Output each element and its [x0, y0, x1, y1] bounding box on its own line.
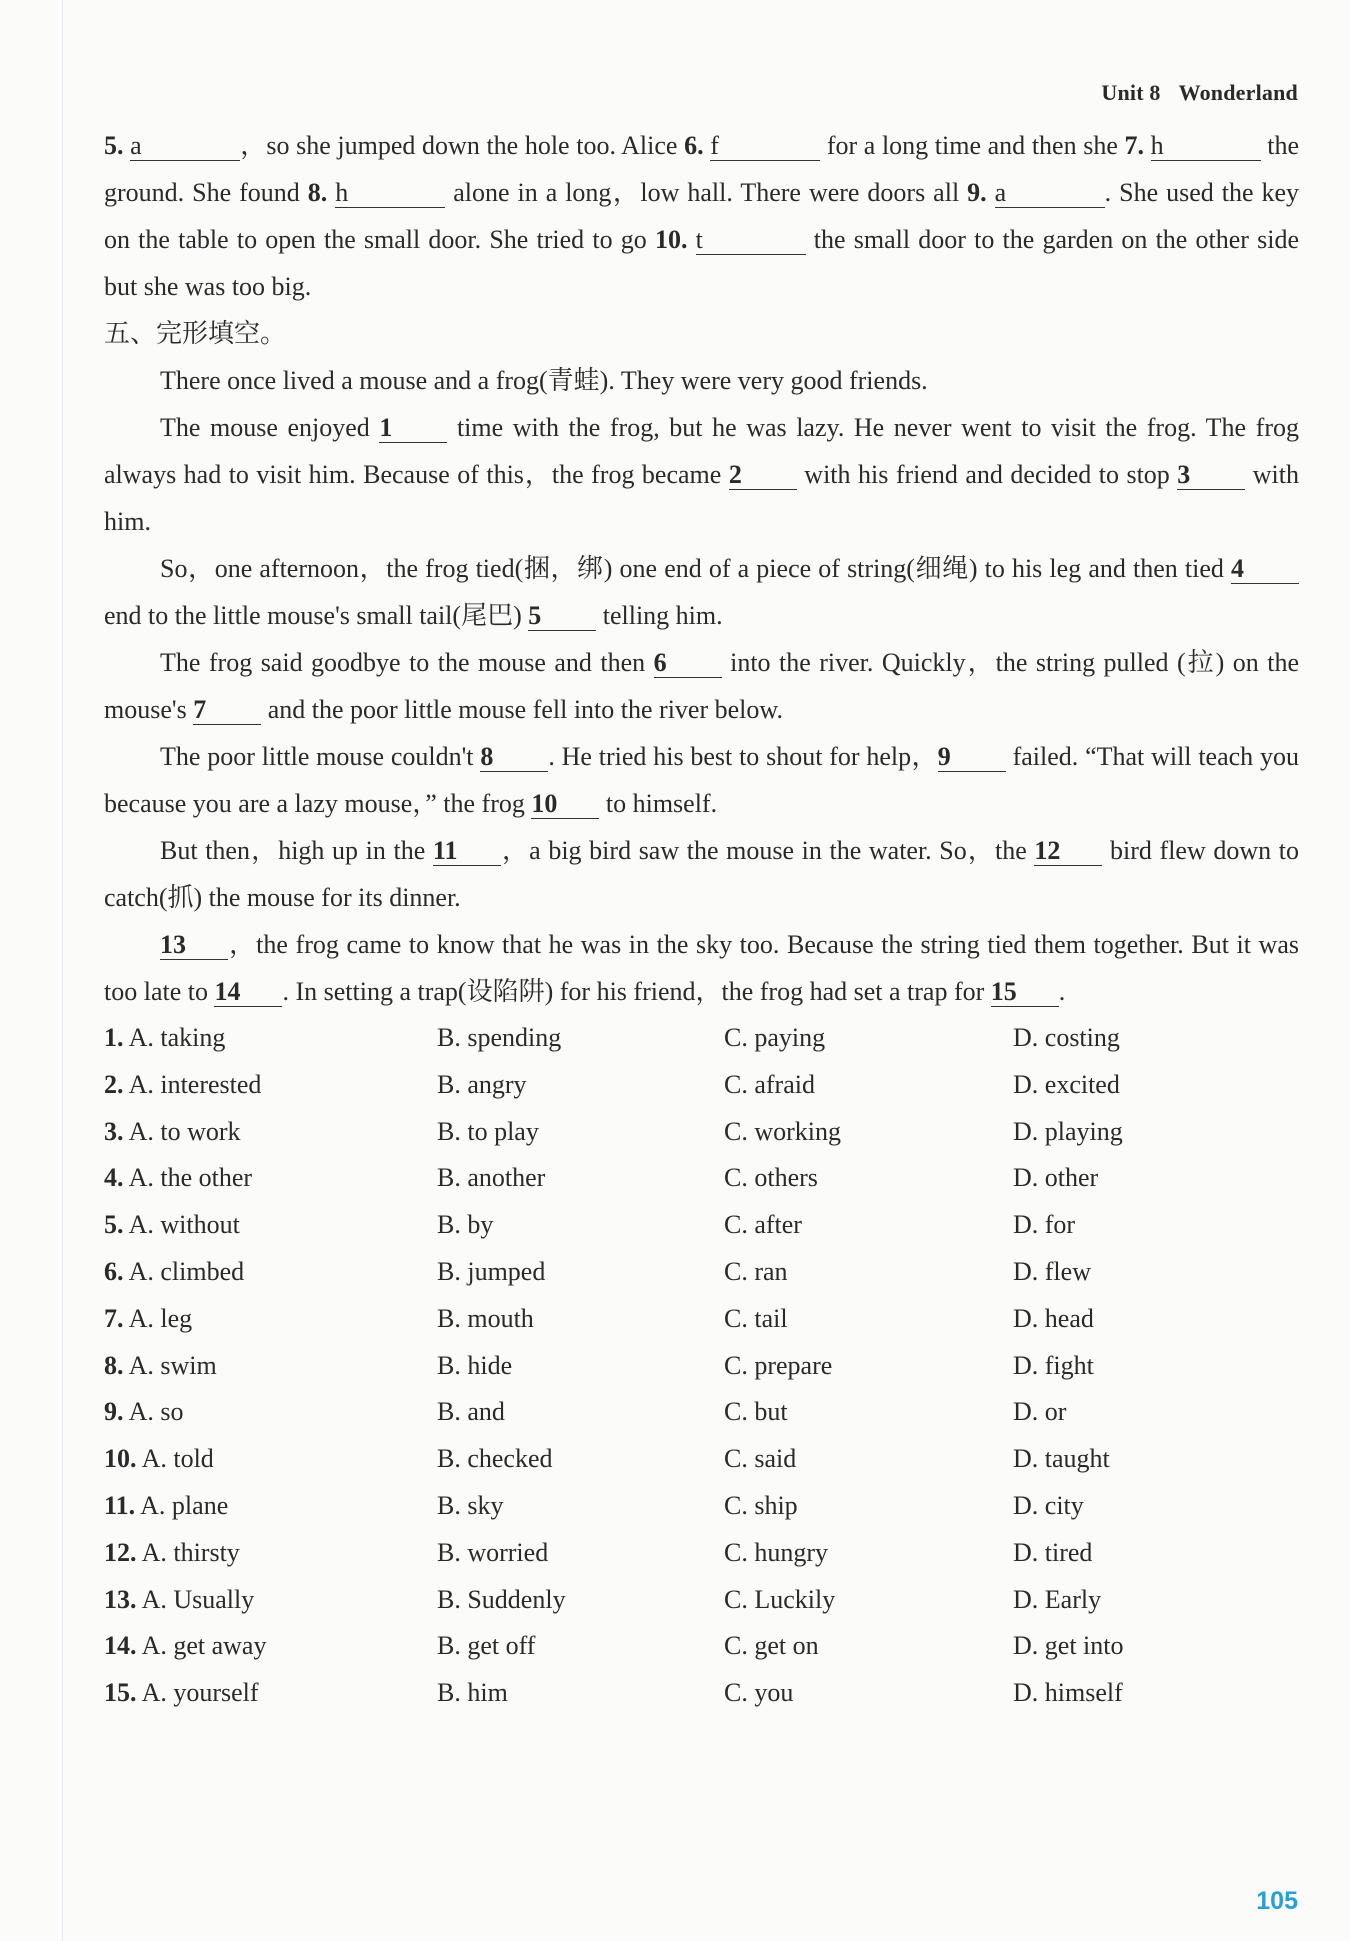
passage-text: ，so she jumped down the hole too. Alice: [240, 131, 685, 160]
cloze-blank[interactable]: 2: [729, 461, 797, 490]
question-number: 10.: [654, 225, 688, 254]
passage-text: . In setting a trap(设陷阱) for his friend，the frog had set a trap for: [282, 977, 991, 1006]
blank-initial-letter: f: [710, 131, 719, 160]
question-number: 2.: [104, 1069, 124, 1099]
option-c[interactable]: C. prepare: [724, 1350, 833, 1380]
cloze-blank[interactable]: 10: [531, 790, 599, 819]
option-c[interactable]: C. others: [724, 1163, 818, 1193]
option-row: [104, 1202, 1299, 1249]
option-d[interactable]: D. for: [1013, 1210, 1076, 1240]
cloze-blank[interactable]: 5: [528, 602, 596, 631]
unit-label: Unit 8: [1101, 80, 1161, 105]
cloze-blank[interactable]: 11: [433, 837, 501, 866]
option-a[interactable]: A. swim: [128, 1350, 217, 1380]
page-number: 105: [1256, 1887, 1298, 1915]
cloze-blank[interactable]: 13: [160, 931, 228, 960]
option-c[interactable]: C. ship: [724, 1490, 798, 1520]
option-d[interactable]: D. excited: [1013, 1069, 1120, 1099]
cloze-blank[interactable]: 8: [480, 743, 548, 772]
option-cell-a: [104, 1436, 437, 1483]
option-c[interactable]: C. but: [724, 1397, 788, 1427]
option-cell-a: [104, 1296, 437, 1343]
option-d[interactable]: D. or: [1013, 1397, 1067, 1427]
cloze-blank[interactable]: 15: [991, 978, 1059, 1007]
option-a[interactable]: A. the other: [128, 1163, 253, 1193]
cloze-passage: [104, 357, 1299, 1015]
option-b[interactable]: B. another: [437, 1163, 546, 1193]
option-d[interactable]: D. taught: [1013, 1444, 1110, 1474]
page-content: [104, 122, 1299, 1717]
option-d[interactable]: D. city: [1013, 1490, 1084, 1520]
option-row: [104, 1015, 1299, 1062]
passage-text: But then，high up in the: [160, 836, 433, 865]
option-d[interactable]: D. himself: [1013, 1678, 1123, 1708]
passage-text: telling him.: [596, 601, 723, 630]
passage-text: ，a big bird saw the mouse in the water. So，the: [500, 836, 1035, 865]
option-c[interactable]: C. afraid: [724, 1069, 815, 1099]
question-number: 11.: [104, 1490, 136, 1520]
blank-initial-letter: a: [994, 178, 1007, 207]
question-number: 6.: [104, 1256, 124, 1286]
option-row: [104, 1577, 1299, 1624]
option-a[interactable]: A. interested: [128, 1069, 262, 1099]
option-d[interactable]: D. costing: [1013, 1023, 1120, 1052]
passage-text: So，one afternoon，the frog tied(捆，绑) one end of a piece of string(细绳) to his leg and then tied: [160, 554, 1231, 583]
cloze-paragraph: [104, 827, 1299, 921]
option-cell-a: [104, 1623, 437, 1670]
passage-text: The frog said goodbye to the mouse and then: [160, 648, 654, 677]
question-number: 14.: [104, 1631, 137, 1661]
passage-text: time with the frog, but he was lazy. He never went to visit the frog. The frog always had to visit him. Because of this，the frog became: [104, 413, 1299, 489]
option-cell-a: [104, 1577, 437, 1624]
question-number: 5.: [104, 131, 124, 160]
cloze-paragraph: [104, 404, 1299, 545]
option-cell-a: [104, 1670, 437, 1717]
option-c[interactable]: C. Luckily: [724, 1584, 836, 1614]
question-number: 13.: [104, 1584, 137, 1614]
cloze-blank[interactable]: 14: [214, 978, 282, 1007]
option-c[interactable]: C. paying: [724, 1023, 826, 1052]
option-a[interactable]: A. to work: [128, 1116, 241, 1146]
option-cell-a: [104, 1109, 437, 1156]
option-c[interactable]: C. get on: [724, 1631, 819, 1661]
option-c[interactable]: C. ran: [724, 1256, 788, 1286]
cloze-blank[interactable]: 3: [1177, 461, 1245, 490]
cloze-paragraph: [104, 733, 1299, 827]
question-number: 1.: [104, 1023, 124, 1052]
answer-blank[interactable]: [995, 179, 1105, 208]
option-b[interactable]: B. checked: [437, 1444, 553, 1474]
cloze-blank[interactable]: 4: [1231, 555, 1299, 584]
option-a[interactable]: A. climbed: [128, 1256, 245, 1286]
question-number: 9.: [104, 1397, 124, 1427]
option-cell-a: [104, 1483, 437, 1530]
passage-text: with him.: [104, 460, 1299, 536]
answer-blank[interactable]: [710, 132, 820, 161]
passage-text: and the poor little mouse fell into the river below.: [261, 695, 783, 724]
cloze-blank[interactable]: 9: [938, 743, 1006, 772]
option-cell-a: [104, 1155, 437, 1202]
option-b[interactable]: B. by: [437, 1210, 494, 1240]
passage-text: alone in a long，low hall. There were doors all: [445, 178, 968, 207]
passage-text: the ground. She found: [104, 131, 1300, 207]
option-b[interactable]: B. worried: [437, 1537, 549, 1567]
question-number: 12.: [104, 1537, 137, 1567]
question-number: 8.: [307, 178, 328, 207]
passage-text: the small door to the garden on the other side but she was too big.: [104, 225, 1299, 301]
option-b[interactable]: B. angry: [437, 1069, 527, 1099]
passage-text: bird flew down to catch(抓) the mouse for its dinner.: [104, 836, 1299, 912]
option-row: [104, 1062, 1299, 1109]
section-title: 五、完形填空。: [104, 319, 287, 348]
option-row: [104, 1155, 1299, 1202]
option-d[interactable]: D. other: [1013, 1163, 1099, 1193]
option-d[interactable]: D. get into: [1013, 1631, 1124, 1661]
option-cell-a: [104, 1389, 437, 1436]
option-d[interactable]: D. flew: [1013, 1256, 1091, 1286]
passage-text: .: [1058, 977, 1066, 1006]
option-c[interactable]: C. after: [724, 1210, 802, 1240]
option-cell-a: [104, 1343, 437, 1390]
option-row: [104, 1530, 1299, 1577]
option-row: [104, 1343, 1299, 1390]
option-b[interactable]: B. Suddenly: [437, 1584, 566, 1614]
question-number: 9.: [967, 178, 987, 207]
question-number: 7.: [1124, 131, 1144, 160]
option-a[interactable]: A. get away: [141, 1631, 267, 1661]
cloze-blank[interactable]: 7: [193, 696, 261, 725]
answer-blank[interactable]: [130, 132, 240, 161]
passage-text: There once lived a mouse and a frog(青蛙). They were very good friends.: [160, 366, 928, 395]
option-d[interactable]: D. head: [1013, 1303, 1094, 1333]
question-number: 5.: [104, 1210, 124, 1240]
option-b[interactable]: B. hide: [437, 1350, 513, 1380]
cloze-blank[interactable]: 1: [379, 414, 447, 443]
page-header: [1101, 80, 1298, 106]
option-b[interactable]: B. spending: [437, 1023, 562, 1052]
passage-text: ，the frog came to know that he was in the sky too. Because the string tied them together. But it was too late to: [104, 930, 1299, 1006]
option-row: [104, 1670, 1299, 1717]
option-a[interactable]: A. leg: [128, 1303, 193, 1333]
option-a[interactable]: A. taking: [128, 1023, 226, 1052]
blank-initial-letter: h: [335, 178, 349, 207]
question-number: 6.: [684, 131, 704, 160]
passage-text: failed. “That will teach you because you are a lazy mouse，” the frog: [104, 742, 1299, 818]
option-b[interactable]: B. jumped: [437, 1256, 546, 1286]
option-d[interactable]: D. playing: [1013, 1116, 1123, 1146]
options-list: [104, 1015, 1299, 1717]
option-d[interactable]: D. Early: [1013, 1584, 1102, 1614]
option-row: [104, 1389, 1299, 1436]
word-fill-passage: [104, 122, 1299, 310]
answer-blank[interactable]: [1151, 132, 1261, 161]
question-number: 4.: [104, 1163, 124, 1193]
option-c[interactable]: C. working: [724, 1116, 841, 1146]
option-a[interactable]: A. without: [128, 1210, 240, 1240]
passage-text: for a long time and then she: [820, 131, 1125, 160]
passage-text: . He tried his best to shout for help，: [548, 742, 938, 771]
cloze-paragraph: [104, 545, 1299, 639]
passage-text: The poor little mouse couldn't: [160, 742, 481, 771]
option-c[interactable]: C. you: [724, 1678, 794, 1708]
option-b[interactable]: B. and: [437, 1397, 505, 1427]
passage-text: into the river. Quickly，the string pulled (拉) on the mouse's: [104, 648, 1299, 724]
question-number: 10.: [104, 1444, 137, 1474]
option-b[interactable]: B. him: [437, 1678, 508, 1708]
question-number: 3.: [104, 1116, 124, 1146]
option-cell-a: [104, 1202, 437, 1249]
option-cell-a: [104, 1530, 437, 1577]
passage-text: end to the little mouse's small tail(尾巴): [104, 601, 529, 630]
option-row: [104, 1249, 1299, 1296]
option-cell-a: [104, 1062, 437, 1109]
option-a[interactable]: A. told: [141, 1444, 214, 1474]
option-a[interactable]: A. Usually: [141, 1584, 255, 1614]
option-a[interactable]: A. so: [128, 1397, 184, 1427]
cloze-blank[interactable]: 12: [1034, 837, 1102, 866]
blank-initial-letter: h: [1150, 131, 1164, 160]
question-number: 8.: [104, 1350, 124, 1380]
option-d[interactable]: D. tired: [1013, 1537, 1093, 1567]
option-b[interactable]: B. to play: [437, 1116, 539, 1146]
option-a[interactable]: A. yourself: [141, 1678, 259, 1708]
option-a[interactable]: A. thirsty: [141, 1537, 240, 1567]
option-c[interactable]: C. said: [724, 1444, 797, 1474]
blank-initial-letter: a: [130, 131, 142, 160]
passage-text: with his friend and decided to stop: [796, 460, 1178, 489]
option-b[interactable]: B. sky: [437, 1490, 504, 1520]
option-row: [104, 1296, 1299, 1343]
option-b[interactable]: B. get off: [437, 1631, 536, 1661]
cloze-paragraph: [104, 639, 1299, 733]
option-row: [104, 1436, 1299, 1483]
option-row: [104, 1623, 1299, 1670]
unit-title: Wonderland: [1178, 80, 1298, 105]
cloze-paragraph: [104, 921, 1299, 1015]
option-d[interactable]: D. fight: [1013, 1350, 1094, 1380]
passage-text: . She used the key on the table to open the small door. She tried to go: [104, 178, 1300, 254]
passage-text: The mouse enjoyed: [160, 413, 380, 442]
option-c[interactable]: C. tail: [724, 1303, 788, 1333]
answer-blank[interactable]: [696, 226, 806, 255]
answer-blank[interactable]: [335, 179, 445, 208]
option-row: [104, 1483, 1299, 1530]
passage-text: to himself.: [599, 789, 718, 818]
question-number: 15.: [104, 1678, 137, 1708]
question-number: 7.: [104, 1303, 124, 1333]
option-row: [104, 1109, 1299, 1156]
option-cell-a: [104, 1249, 437, 1296]
option-c[interactable]: C. hungry: [724, 1537, 828, 1567]
option-b[interactable]: B. mouth: [437, 1303, 534, 1333]
blank-initial-letter: t: [695, 225, 703, 254]
page-margin-line: [62, 0, 63, 1941]
option-a[interactable]: A. plane: [140, 1490, 229, 1520]
option-cell-a: [104, 1015, 437, 1062]
cloze-blank[interactable]: 6: [654, 649, 722, 678]
cloze-paragraph: [104, 357, 1299, 404]
